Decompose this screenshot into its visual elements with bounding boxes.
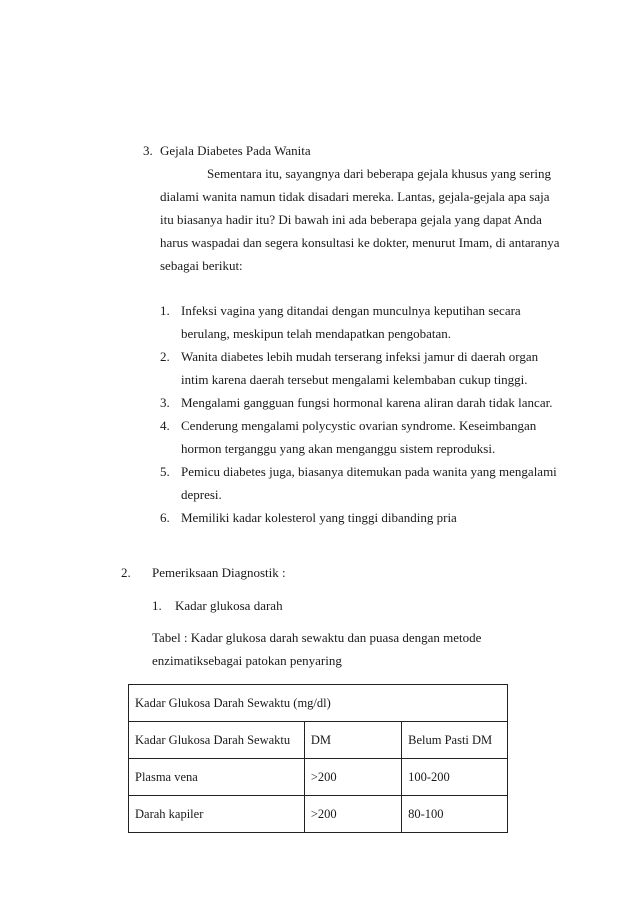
- paragraph-line: sebagai berikut:: [160, 258, 243, 273]
- table-cell: Kadar Glukosa Darah Sewaktu: [129, 722, 305, 759]
- subsection-title: Kadar glukosa darah: [175, 598, 283, 613]
- table-caption-line: Tabel : Kadar glukosa darah sewaktu dan puasa dengan metode: [152, 630, 482, 645]
- list-item-text: Wanita diabetes lebih mudah terserang infeksi jamur di daerah organ: [181, 349, 539, 364]
- section-3-title: Gejala Diabetes Pada Wanita: [160, 143, 311, 158]
- list-item-text: Mengalami gangguan fungsi hormonal karena aliran darah tidak lancar.: [181, 395, 553, 410]
- table-cell: >200: [304, 796, 401, 833]
- table-cell: 80-100: [402, 796, 508, 833]
- table-cell: >200: [304, 759, 401, 796]
- paragraph-line: Sementara itu, sayangnya dari beberapa gejala khusus yang sering: [207, 166, 552, 181]
- list-item-text: depresi.: [181, 487, 222, 502]
- list-item-text: Infeksi vagina yang ditandai dengan munculnya keputihan secara: [181, 303, 521, 318]
- section-2-number: 2.: [121, 565, 131, 580]
- list-item-text: hormon terganggu yang akan menganggu sistem reproduksi.: [181, 441, 496, 456]
- subsection-number: 1.: [152, 598, 162, 613]
- table-caption-line: enzimatiksebagai patokan penyaring: [152, 653, 342, 668]
- list-item-text: berulang, meskipun telah mendapatkan pengobatan.: [181, 326, 452, 341]
- table-header-row: [129, 685, 508, 722]
- table-cell: Plasma vena: [129, 759, 305, 796]
- list-item-number: 6.: [160, 510, 170, 525]
- section-2-title: Pemeriksaan Diagnostik :: [152, 565, 286, 580]
- list-item-number: 5.: [160, 464, 170, 479]
- list-item-number: 1.: [160, 303, 170, 318]
- table-cell: DM: [304, 722, 401, 759]
- paragraph-line: itu biasanya hadir itu? Di bawah ini ada beberapa gejala yang dapat Anda: [160, 212, 542, 227]
- section-3-number: 3.: [143, 143, 153, 158]
- list-item-text: Cenderung mengalami polycystic ovarian syndrome. Keseimbangan: [181, 418, 537, 433]
- table-row: [129, 796, 508, 833]
- list-item-text: Pemicu diabetes juga, biasanya ditemukan pada wanita yang mengalami: [181, 464, 557, 479]
- glucose-table: [128, 684, 508, 833]
- table-cell: Belum Pasti DM: [402, 722, 508, 759]
- paragraph-line: dialami wanita namun tidak disadari mereka. Lantas, gejala-gejala apa saja: [160, 189, 550, 204]
- paragraph-line: harus waspadai dan segera konsultasi ke dokter, menurut Imam, di antaranya: [160, 235, 560, 250]
- table-header-cell: Kadar Glukosa Darah Sewaktu (mg/dl): [129, 685, 508, 722]
- list-item-text: Memiliki kadar kolesterol yang tinggi dibanding pria: [181, 510, 457, 525]
- table-row: [129, 759, 508, 796]
- list-item-number: 3.: [160, 395, 170, 410]
- table-row: [129, 722, 508, 759]
- table-cell: 100-200: [402, 759, 508, 796]
- list-item-number: 2.: [160, 349, 170, 364]
- table-cell: Darah kapiler: [129, 796, 305, 833]
- list-item-text: intim karena daerah tersebut mengalami kelembaban cukup tinggi.: [181, 372, 528, 387]
- list-item-number: 4.: [160, 418, 170, 433]
